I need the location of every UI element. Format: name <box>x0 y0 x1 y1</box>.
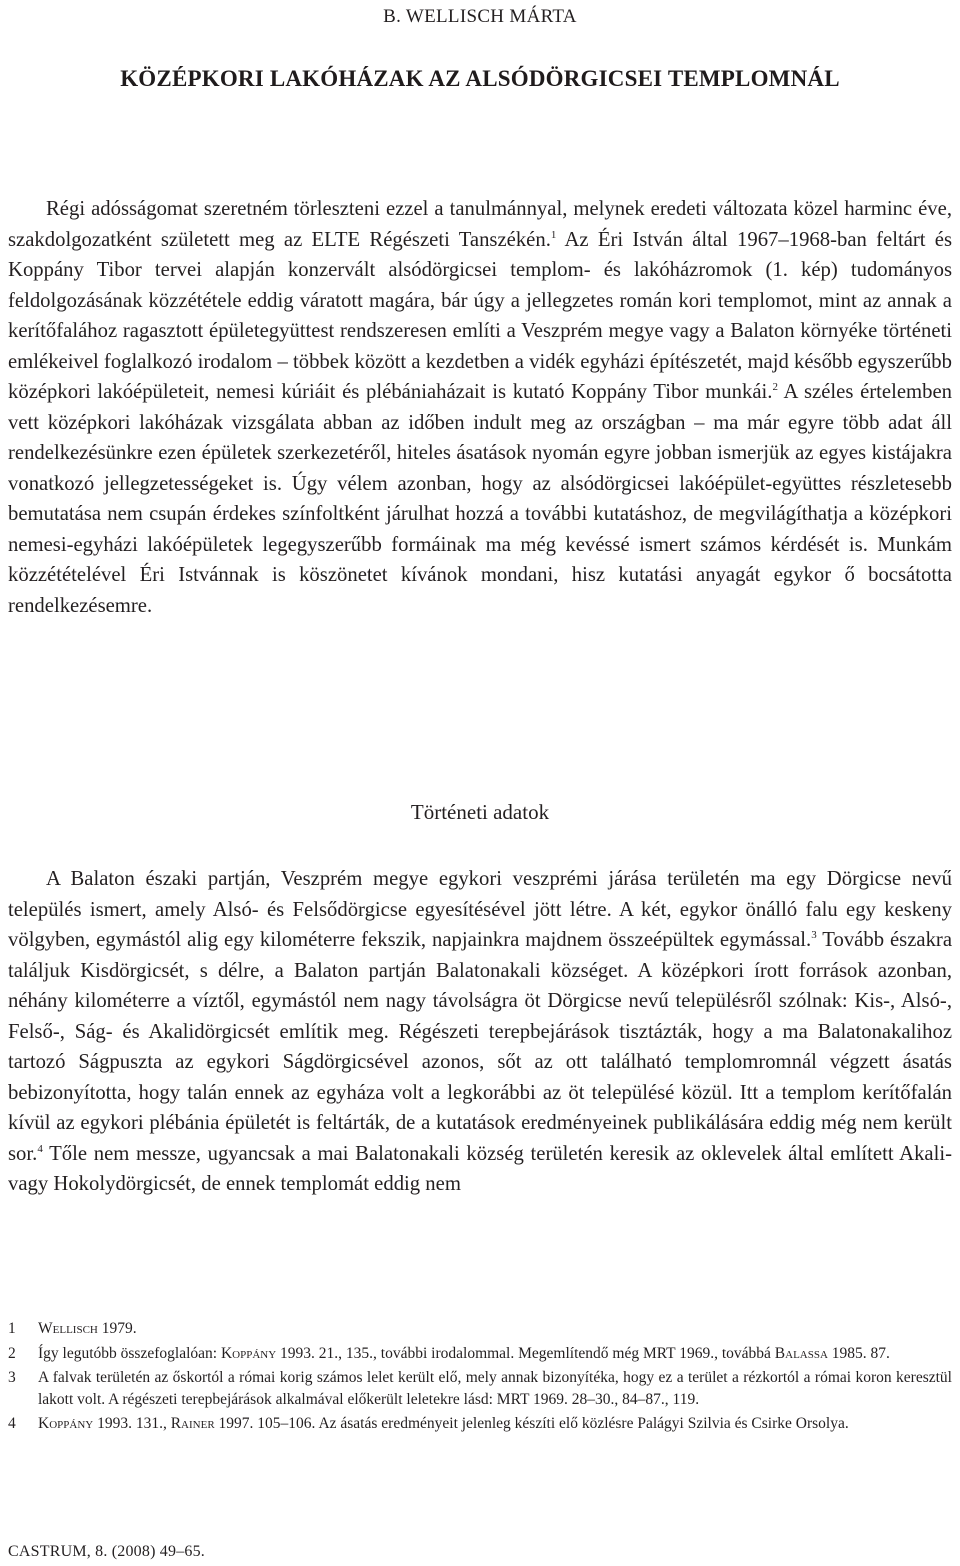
intro-text-3: A széles értelemben vett középkori lakóházak vizsgálata abban az időben indult meg az országban – ma már egyre több adat áll rendelkezésünkre ezen épületek szerkezetéről, hiteles ásatások nyomán egyre jobban ismerjük az egyes kistájakra vonatkozó jellegzetességeket is. Úgy vélem azonban, hogy az alsódörgicsei lakóépület-együttes részletesebb bemutatása nem csupán érdekes színfoltként járulhat hozzá a további kutatáshoz, de megvilágíthatja a középkori nemesi-egyházi lakóépületek legegyszerűbb formáinak ma még kevéssé ismert számos kérdését is. Munkám közzétételével Éri Istvánnak is köszönetet kívánok mondani, hisz kutatási anyagát egykor ő bocsátotta rendelkezésemre. <box>8 381 952 617</box>
section-text-3: Tőle nem messze, ugyancsak a mai Balatonakali község területén keresik az oklevelek által említett Akali- vagy Hokolydörgicsét, de ennek templomát eddig nem <box>8 1142 952 1195</box>
section-heading: Történeti adatok <box>410 800 550 824</box>
footnote-text <box>38 1318 952 1340</box>
footnote-text: A falvak területén az őskortól a római korig számos lelet került elő, mely annak bizonyítéka, hogy ez a terület a rézkortól a római koron keresztül lakott volt. A régészeti terepbejárások alkalmával előkerült leletekre lásd: MRT 1969. 28–30., 84–87., 119. <box>38 1369 952 1408</box>
section-text-2: Tovább északra találjuk Kisdörgicsét, s délre, a Balaton partján Balatonakali községet. A középkori írott források azonban, néhány kilométerre a víztől, egymástól nem nagy távolságra öt Dörgicse nevű településről szólnak: Kis-, Alsó-, Felső-, Ság- és Akalidörgicsét említik meg. Régészeti terepbejárások tisztázták, hogy a ma Balatonakalihoz tartozó Ságpuszta az egykori Ságdörgicsével azonos, sőt az ott található templomromnál végzett ásatás bebizonyította, hogy talán ennek az egyháza volt a legkorábbi az öt településé közül. Itt a templom kerítőfalán kívül az egykori plébánia épületét is feltárták, de a kutatások eredményeinek publikálására eddig még nem került sor. <box>8 929 953 1165</box>
footnote-2 <box>8 1343 952 1365</box>
footnote-ref-1[interactable]: 1 <box>550 228 557 241</box>
citation-author-2: Rainer <box>170 1415 215 1433</box>
citation-intro: Így legutóbb összefoglalóan: <box>38 1344 221 1362</box>
footnote-number: 1 <box>8 1320 16 1337</box>
footnote-3 <box>8 1367 952 1410</box>
footnote-ref-4[interactable]: 4 <box>37 1142 43 1155</box>
footnotes <box>8 1318 952 1438</box>
citation-detail-2: 1985. 87. <box>827 1344 890 1362</box>
footnote-number: 4 <box>8 1415 16 1433</box>
citation-author: Koppány <box>38 1415 94 1433</box>
section-text-1: A Balaton északi partján, Veszprém megye egykori veszprémi járása területén ma egy Dörgicse nevű település ismert, amely Alsó- és Felsődörgicse egyesítésével jött létre. A két, egykor önálló falu egy keskeny völgyben, egymástól alig egy kilométerre fekszik, napjainkra majdnem összeépültek egymással. <box>8 868 952 951</box>
running-header-author: B. WELLISCH MÁRTA <box>383 6 577 27</box>
citation-detail: 1993. 21., 135., további irodalommal. Megemlítendő még MRT 1969., továbbá <box>276 1344 775 1362</box>
footnote-ref-3[interactable]: 3 <box>811 929 817 941</box>
journal-citation: CASTRUM, 8. (2008) 49–65. <box>8 1543 206 1560</box>
citation-detail: 1979. <box>97 1320 137 1337</box>
article-title: KÖZÉPKORI LAKÓHÁZAK AZ ALSÓDÖRGICSEI TEMPLOMNÁL <box>120 66 840 91</box>
footnote-4 <box>8 1413 952 1435</box>
intro-text-1: Régi adósságomat szeretném törleszteni ezzel a tanulmánnyal, melynek eredeti változata közel harminc éve, szakdolgozatként született meg az ELTE Régészeti Tanszékén. <box>8 198 952 251</box>
citation-author: Wellisch <box>38 1320 98 1337</box>
citation-detail-2: 1997. 105–106. Az ásatás eredményeit jelenleg készíti elő közlésre Palágyi Szilvia és Csirke Orsolya. <box>214 1415 849 1433</box>
footnote-text <box>38 1343 952 1365</box>
footnote-number: 3 <box>8 1369 16 1387</box>
footnote-ref-2[interactable]: 2 <box>772 381 778 393</box>
footnote-text <box>38 1413 952 1435</box>
citation-author-2: Balassa <box>774 1344 828 1362</box>
citation-author: Koppány <box>220 1344 277 1362</box>
footnote-1 <box>8 1318 952 1340</box>
section-paragraph <box>8 864 952 1200</box>
citation-detail: 1993. 131., <box>93 1415 171 1433</box>
intro-paragraph <box>8 194 952 621</box>
intro-text-2: Az Éri István által 1967–1968-ban feltárt és Koppány Tibor tervei alapján konzervált alsódörgicsei templom- és lakóházromok (1. kép) tudományos feldolgozásának közzététele eddig váratott magára, bár úgy a jellegzetes román kori templomot, mint az annak a kerítőfalához ragasztott épületegyüttest rendszeresen említi a Veszprém megye vagy a Balaton környéke történeti emlékeivel foglalkozó irodalom – többek között a kezdetben a vidék egyházi építészetét, majd később egyszerűbb középkori lakóépületeit, nemesi kúriáit és plébániaházait is kutató Koppány Tibor munkái. <box>8 228 952 403</box>
footnote-number: 2 <box>8 1344 16 1362</box>
